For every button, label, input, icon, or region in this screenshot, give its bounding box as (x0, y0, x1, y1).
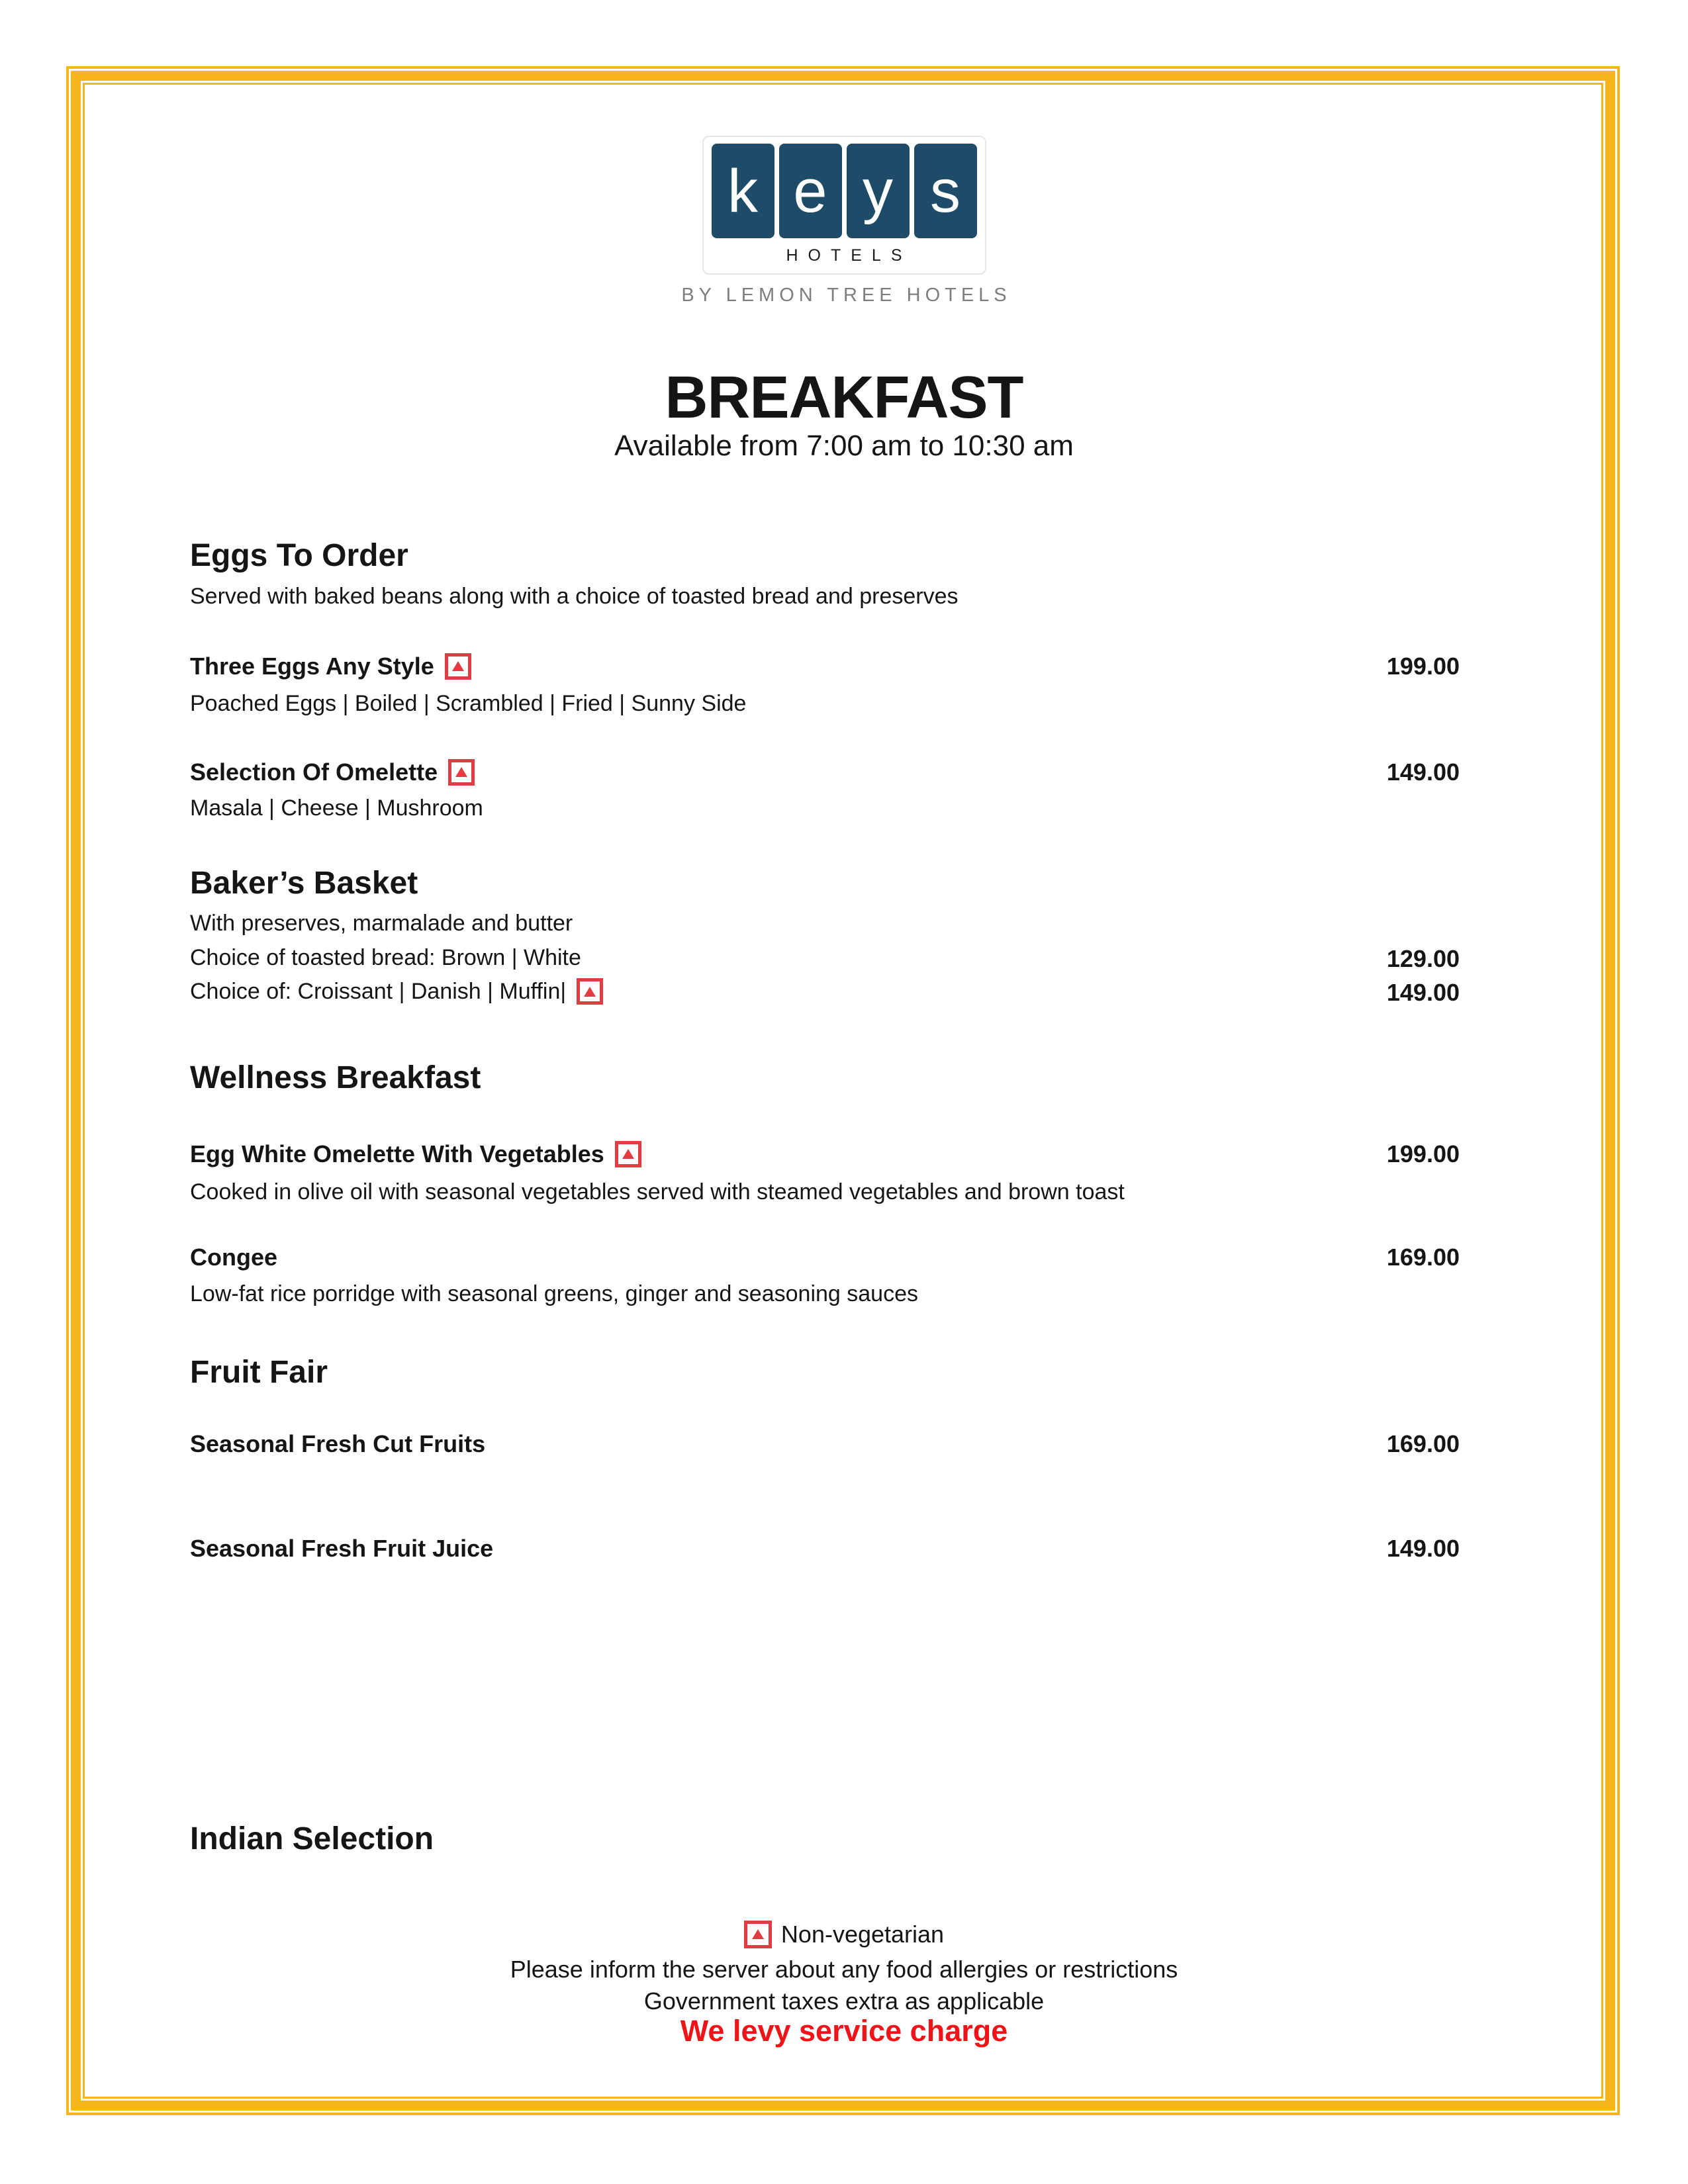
item-name: Choice of: Croissant | Danish | Muffin| (190, 979, 567, 1004)
item-price: 169.00 (1386, 1430, 1460, 1457)
item-description: Low-fat rice porridge with seasonal greens, ginger and seasoning sauces (190, 1281, 918, 1306)
menu-item-three-eggs (190, 652, 1460, 680)
allergy-note: Please inform the server about any food allergies or restrictions (510, 1956, 1178, 1983)
logo-tile-e: e (779, 144, 842, 238)
item-description: Cooked in olive oil with seasonal vegetables served with steamed vegetables and brown toast (190, 1179, 1125, 1205)
section-title-fruit-fair: Fruit Fair (190, 1355, 328, 1390)
menu-item-croissant-danish-muffin (190, 978, 1460, 1007)
section-title-bakers-basket: Baker’s Basket (190, 866, 418, 901)
service-charge-note: We levy service charge (680, 2014, 1008, 2048)
item-name: Congee (190, 1244, 278, 1271)
item-price: 149.00 (1386, 979, 1460, 1006)
logo-tagline: BY LEMON TREE HOTELS (681, 285, 1011, 306)
section-title-indian-selection: Indian Selection (190, 1821, 434, 1856)
non-veg-legend-row (0, 1920, 1688, 1948)
item-name: Egg White Omelette With Vegetables (190, 1140, 604, 1167)
section-title-eggs-to-order: Eggs To Order (190, 538, 408, 573)
non-veg-legend-label: Non-vegetarian (780, 1921, 945, 1948)
section-note-bakers: With preserves, marmalade and butter (190, 911, 573, 936)
item-name: Seasonal Fresh Cut Fruits (190, 1430, 486, 1457)
page-title: BREAKFAST (665, 365, 1023, 431)
item-price: 199.00 (1386, 1140, 1460, 1167)
tax-note: Government taxes extra as applicable (643, 1987, 1045, 2015)
logo-tile-k: k (712, 144, 774, 238)
item-price: 169.00 (1386, 1244, 1460, 1271)
menu-item-toasted-bread (190, 944, 1460, 973)
menu-item-omelette-selection (190, 758, 1460, 786)
section-note-eggs: Served with baked beans along with a choice of toasted bread and preserves (190, 584, 959, 609)
non-veg-triangle (622, 1149, 634, 1159)
non-veg-triangle (584, 987, 596, 997)
item-price: 149.00 (1386, 1535, 1460, 1562)
item-name: Three Eggs Any Style (190, 653, 434, 680)
non-veg-triangle (752, 1929, 764, 1939)
menu-item-congee (190, 1243, 1460, 1271)
item-price: 129.00 (1386, 945, 1460, 972)
logo-brand-text: HOTELS (786, 246, 912, 265)
logo-letter-tiles (712, 144, 977, 238)
item-price: 149.00 (1386, 758, 1460, 786)
non-veg-icon (577, 978, 603, 1005)
item-description: Poached Eggs | Boiled | Scrambled | Fried | Sunny Side (190, 691, 747, 716)
item-price: 199.00 (1386, 653, 1460, 680)
logo-tile-y: y (847, 144, 910, 238)
item-name: Selection Of Omelette (190, 758, 438, 786)
non-veg-icon (744, 1921, 772, 1948)
non-veg-triangle (452, 661, 464, 671)
non-veg-icon (448, 759, 475, 786)
hotel-logo (0, 136, 1688, 306)
non-veg-icon (445, 653, 471, 680)
item-description: Masala | Cheese | Mushroom (190, 796, 483, 821)
non-veg-icon (615, 1141, 641, 1167)
menu-item-seasonal-cut-fruits (190, 1430, 1460, 1458)
item-name: Seasonal Fresh Fruit Juice (190, 1535, 494, 1562)
availability-subtitle: Available from 7:00 am to 10:30 am (614, 430, 1074, 462)
menu-item-seasonal-fruit-juice (190, 1534, 1460, 1563)
logo-card (702, 136, 986, 275)
non-veg-triangle (455, 767, 467, 777)
item-name: Choice of toasted bread: Brown | White (190, 945, 581, 970)
logo-tile-s: s (914, 144, 977, 238)
menu-item-egg-white-omelette (190, 1140, 1460, 1168)
section-title-wellness-breakfast: Wellness Breakfast (190, 1060, 481, 1095)
